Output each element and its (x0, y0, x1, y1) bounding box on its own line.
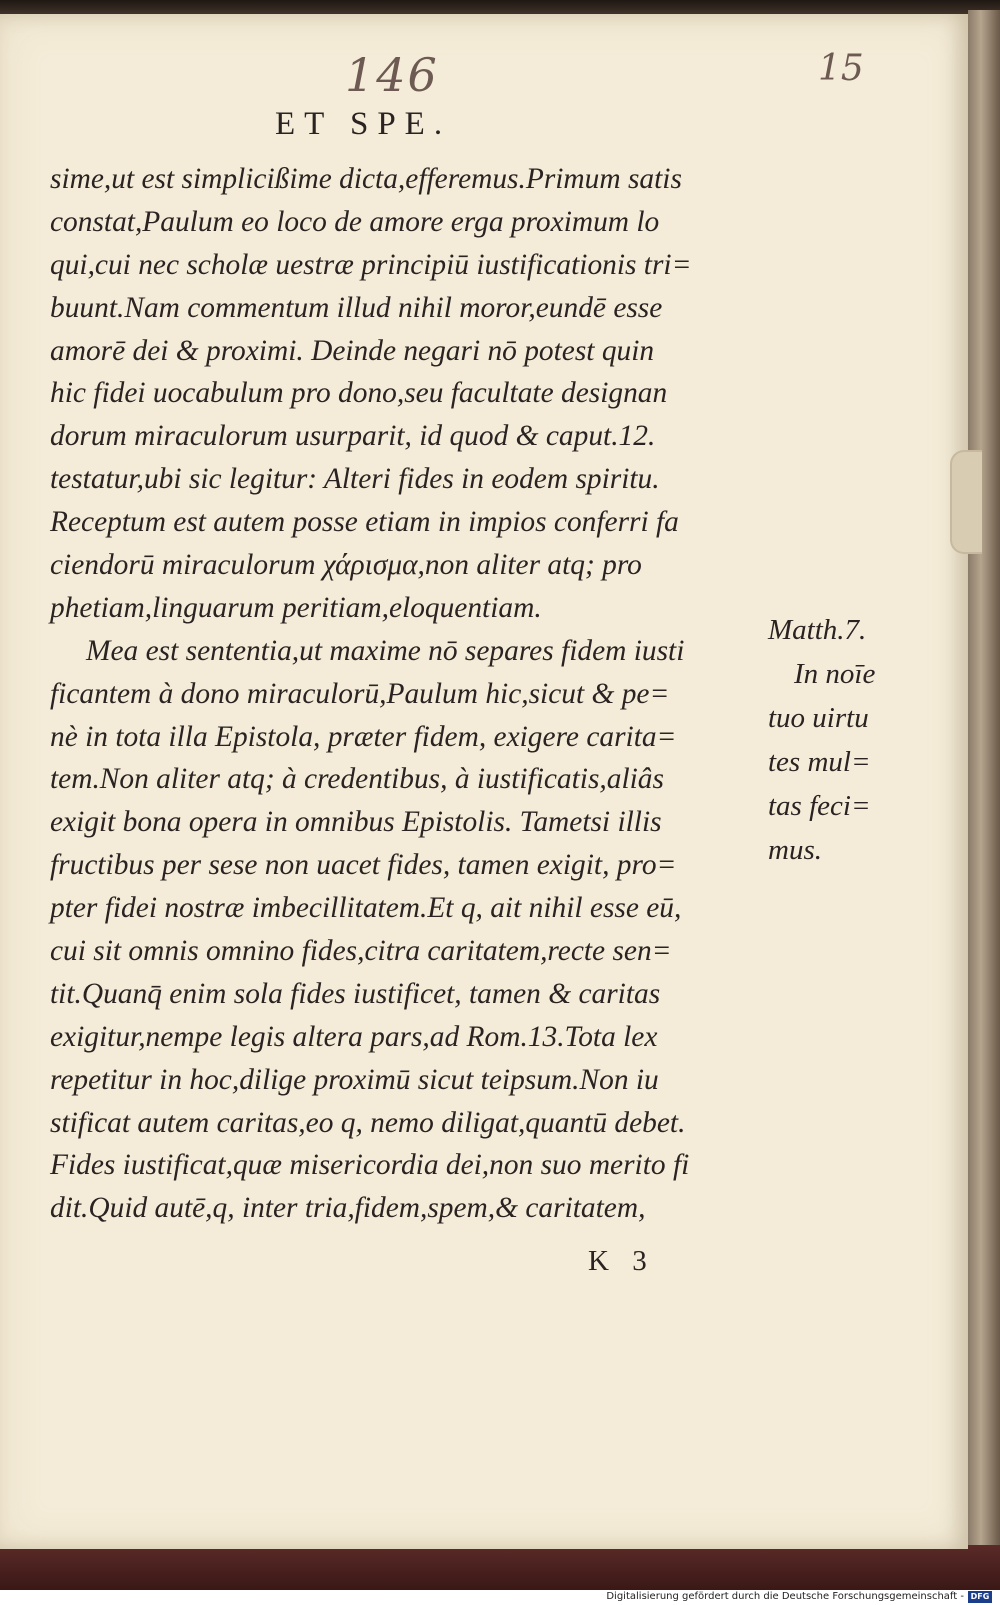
text-line: repetitur in hoc,dilige proximū sicut teipsum.Non iu (50, 1063, 659, 1096)
text-line: qui,cui nec scholæ uestræ principiū iustificationis tri= (50, 248, 692, 281)
text-line: testatur,ubi sic legitur: Alteri fides in eodem spiritu. (50, 463, 660, 496)
text-line: ficantem à dono miraculorū,Paulum hic,sicut & pe= (50, 677, 670, 710)
text-line: dorum miraculorum usurparit, id quod & caput.12. (50, 420, 656, 453)
text-line: hic fidei uocabulum pro dono,seu facultate designan (50, 377, 668, 410)
margin-note-line: Matth.7. (768, 614, 867, 646)
page-tab-marker (950, 450, 982, 554)
margin-note-line: tas feci= (768, 790, 871, 822)
text-line: buunt.Nam commentum illud nihil moror,eundē esse (50, 291, 663, 324)
text-line: ciendorū miraculorum χάρισμα,non aliter atq; pro (50, 549, 642, 582)
text-line: tem.Non aliter atq; à credentibus, à iustificatis,aliâs (50, 763, 664, 796)
text-line: dit.Quid autē,q, inter tria,fidem,spem,& caritatem, (50, 1192, 646, 1225)
text-line: tit.Quanq̄ enim sola fides iustificet, tamen & caritas (50, 977, 661, 1010)
text-line: stificat autem caritas,eo q, nemo diligat,quantū debet. (50, 1106, 686, 1139)
text-line: nè in tota illa Epistola, præter fidem, exigere carita= (50, 720, 677, 753)
text-line: exigitur,nempe legis altera pars,ad Rom.13.Tota lex (50, 1020, 658, 1053)
text-line: pter fidei nostræ imbecillitatem.Et q, ait nihil esse eū, (50, 892, 682, 925)
margin-note-line: mus. (768, 834, 822, 866)
text-line: amorē dei & proximi. Deinde negari nō potest quin (50, 334, 655, 367)
text-line: Fides iustificat,quæ misericordia dei,non suo merito fi (50, 1149, 690, 1182)
marginal-note (768, 608, 918, 872)
margin-note-line: tuo uirtu (768, 702, 869, 734)
signature-mark: K 3 (588, 1245, 655, 1277)
book-bottom-edge (0, 1545, 1000, 1590)
text-line: Receptum est autem posse etiam in impios conferri fa (50, 506, 679, 539)
margin-note-line: In noīe (794, 658, 876, 690)
text-line: sime,ut est simplicißime dicta,efferemus.Primum satis (50, 163, 682, 195)
funding-notice: Digitalisierung gefördert durch die Deutsche Forschungsgemeinschaft - (606, 1591, 964, 1602)
handwritten-page-number: 15 (818, 48, 864, 89)
text-line: cui sit omnis omnino fides,citra caritatem,recte sen= (50, 935, 672, 968)
dfg-logo: DFG (968, 1591, 992, 1603)
text-line: constat,Paulum eo loco de amore erga proximum lo (50, 205, 660, 238)
handwritten-folio-number: 146 (345, 48, 439, 102)
running-head: ET SPE. (275, 106, 452, 142)
book-page-edges (968, 10, 1000, 1555)
margin-note-line: tes mul= (768, 746, 871, 778)
text-line: Mea est sententia,ut maxime nō separes fidem iusti (86, 634, 685, 667)
text-line: exigit bona opera in omnibus Epistolis. Tametsi illis (50, 806, 662, 839)
text-line: fructibus per sese non uacet fides, tamen exigit, pro= (50, 849, 677, 882)
main-text-block (50, 158, 770, 1230)
text-line: phetiam,linguarum peritiam,eloquentiam. (50, 591, 542, 624)
